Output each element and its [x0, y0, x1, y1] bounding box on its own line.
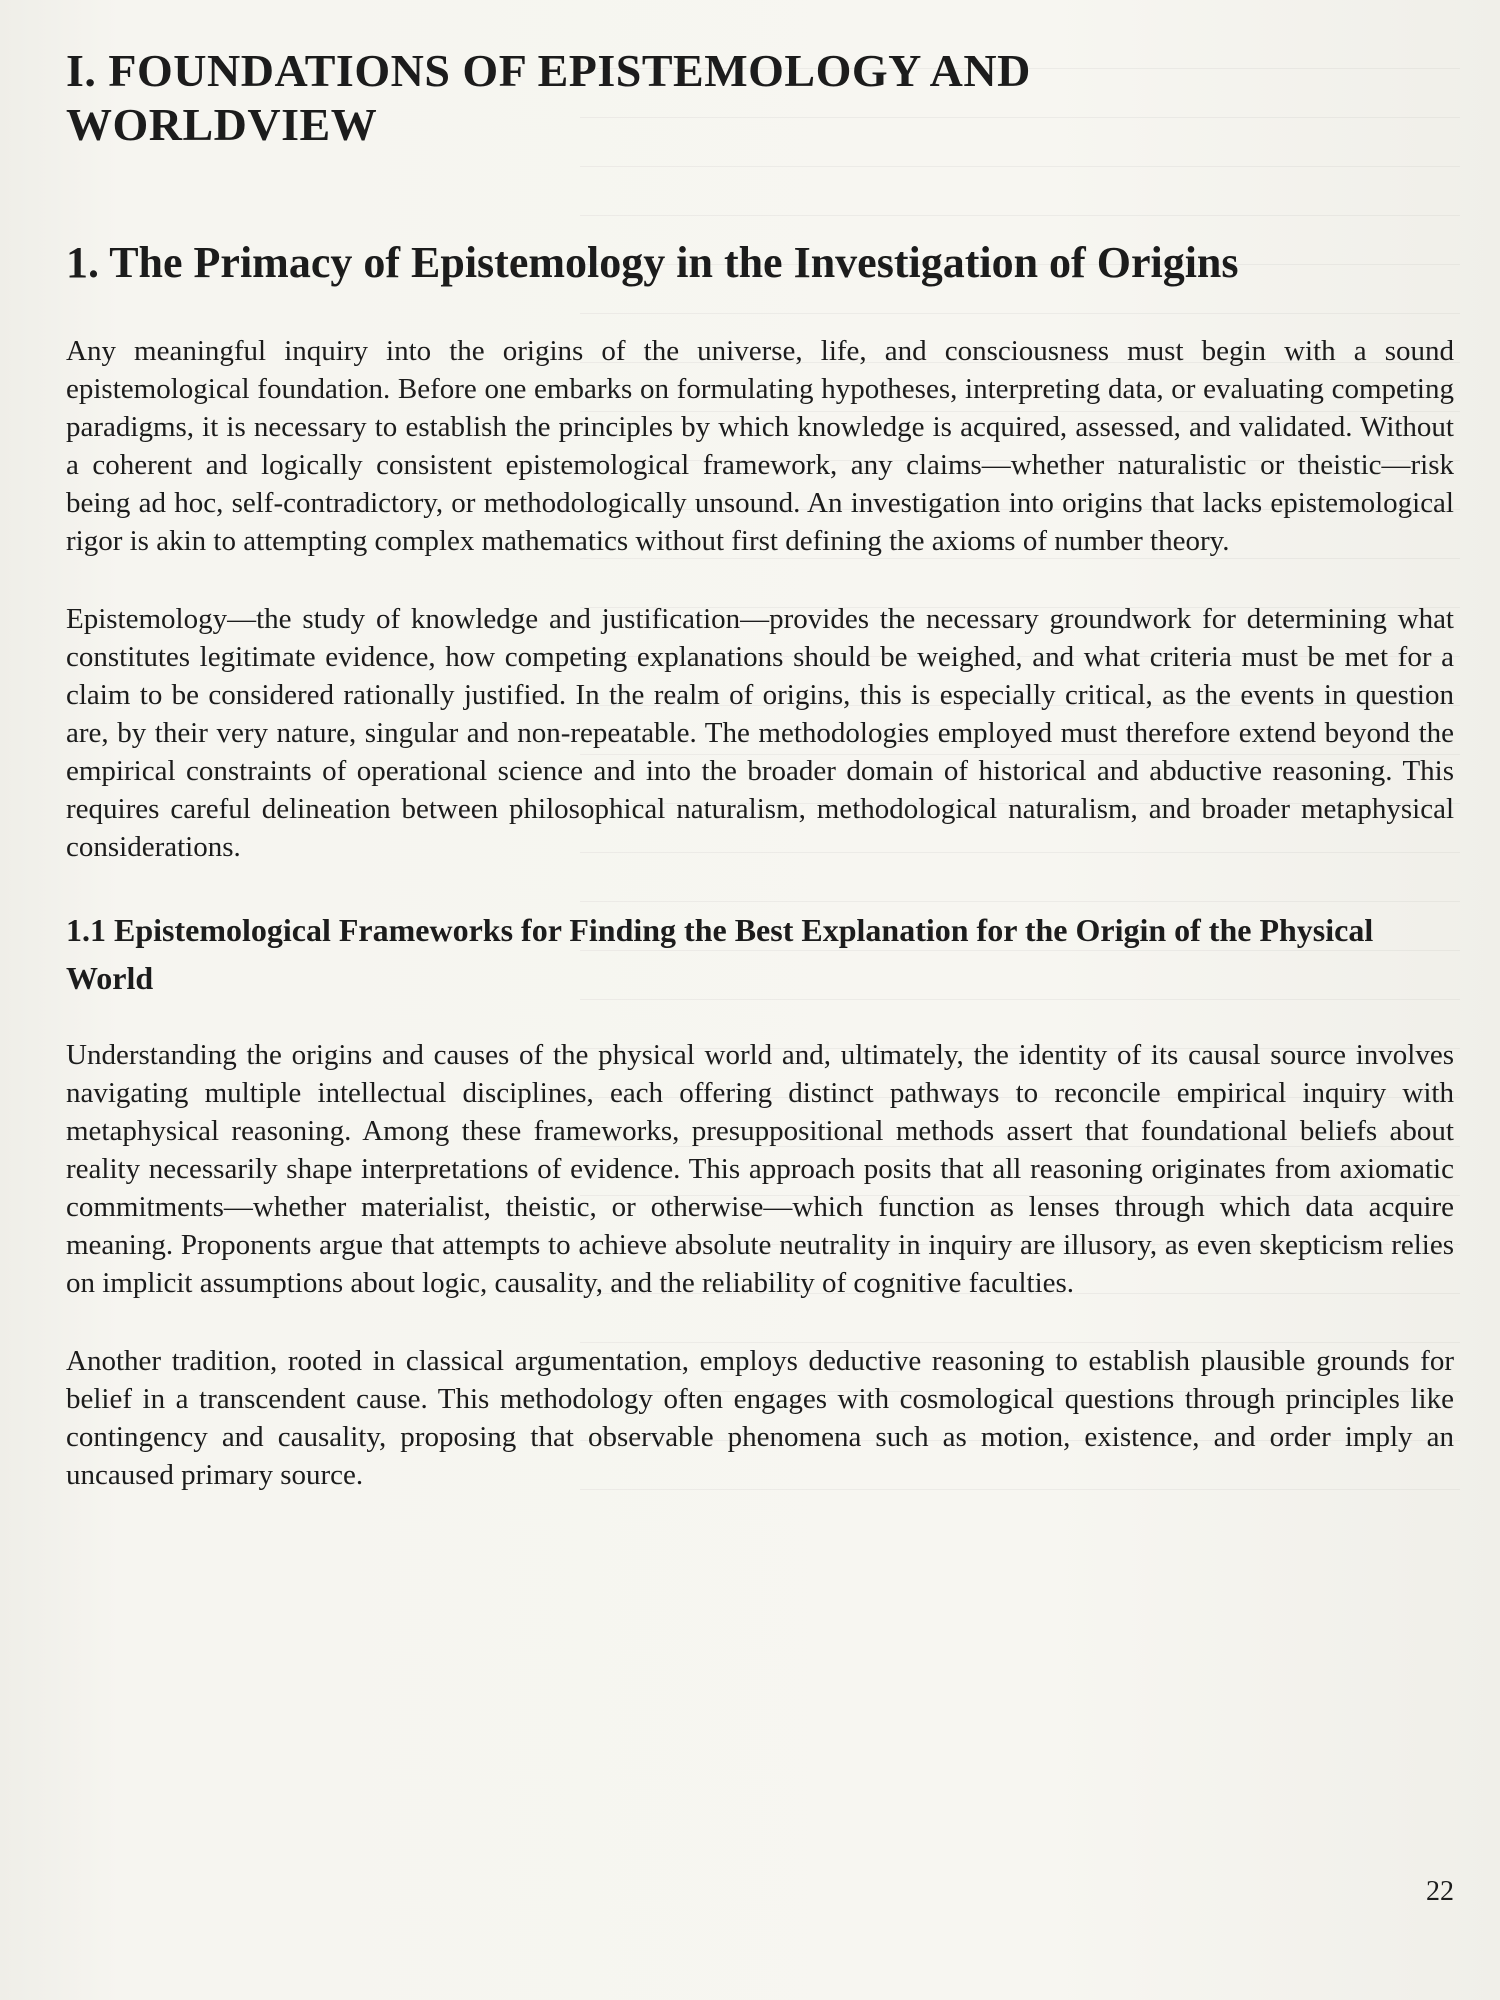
section-paragraph-2: Epistemology—the study of knowledge and justification—provides the necessary groundwork for determining what constitutes legitimate evidence, how competing explanations should be weighed, and what criteria must be met for a claim to be considered rationally justified. In the realm of origins, this is especially critical, as the events in question are, by their very nature, singular and non-repeatable. The methodologies employed must therefore extend beyond the empirical constraints of operational science and into the broader domain of historical and abductive reasoning. This requires careful delineation between philosophical naturalism, methodological naturalism, and broader metaphysical considerations.: [66, 603, 1454, 864]
subsection-paragraph-2: Another tradition, rooted in classical argumentation, employs deductive reasoning to establish plausible grounds for belief in a transcendent cause. This methodology often engages with cosmological questions through principles like contingency and causality, proposing that observable phenomena such as motion, existence, and order imply an uncaused primary source.: [66, 1345, 1454, 1492]
chapter-title-line-1: I. FOUNDATIONS OF EPISTEMOLOGY AND: [66, 45, 1031, 96]
page-number: 22: [1426, 1876, 1454, 1907]
chapter-title: [66, 44, 1456, 153]
section-paragraph-1: Any meaningful inquiry into the origins of the universe, life, and consciousness must begin with a sound epistemological foundation. Before one embarks on formulating hypotheses, interpreting data, or evaluating competing paradigms, it is necessary to establish the principles by which knowledge is acquired, assessed, and validated. Without a coherent and logically consistent epistemological framework, any claims—whether naturalistic or theistic—risk being ad hoc, self-contradictory, or methodologically unsound. An investigation into origins that lacks epistemological rigor is akin to attempting complex mathematics without first defining the axioms of number theory.: [66, 335, 1454, 558]
subsection-paragraph-1: Understanding the origins and causes of the physical world and, ultimately, the identity of its causal source involves navigating multiple intellectual disciplines, each offering distinct pathways to reconcile empirical inquiry with metaphysical reasoning. Among these frameworks, presuppositional methods assert that foundational beliefs about reality necessarily shape interpretations of evidence. This approach posits that all reasoning originates from axiomatic commitments—whether materialist, theistic, or otherwise—which function as lenses through which data acquire meaning. Proponents argue that attempts to achieve absolute neutrality in inquiry are illusory, as even skepticism relies on implicit assumptions about logic, causality, and the reliability of cognitive faculties.: [66, 1039, 1454, 1300]
chapter-title-line-2: WORLDVIEW: [66, 99, 378, 151]
section-title: 1. The Primacy of Epistemology in the Investigation of Origins: [66, 237, 1239, 287]
page-content: [66, 44, 1456, 1534]
subsection-title: 1.1 Epistemological Frameworks for Finding the Best Explanation for the Origin of the Physical World: [66, 912, 1374, 997]
